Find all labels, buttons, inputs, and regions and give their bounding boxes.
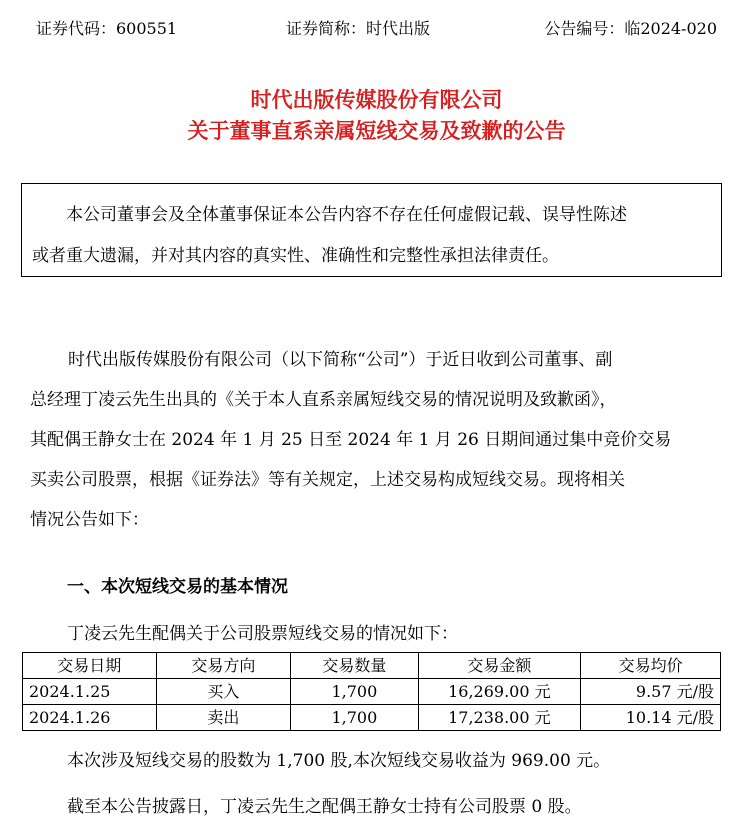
cell-trade-date: 2024.1.26 [23, 705, 157, 731]
header-line [36, 18, 717, 40]
company-title: 时代出版传媒股份有限公司 [250, 88, 503, 112]
body-line-4: 买卖公司股票，根据《证券法》等有关规定，上述交易构成短线交易。现将相关 [30, 470, 625, 490]
table-intro: 丁凌云先生配偶关于公司股票短线交易的情况如下： [67, 624, 458, 644]
stock-code: 证券代码：600551 [36, 19, 178, 38]
header-average-price: 交易均价 [581, 653, 721, 679]
board-statement-box [21, 183, 722, 277]
trade-table [22, 652, 721, 731]
cell-trade-quantity: 1,700 [291, 679, 418, 705]
stock-abbreviation: 证券简称：时代出版 [286, 19, 431, 38]
header-trade-quantity: 交易数量 [291, 653, 418, 679]
header-trade-direction: 交易方向 [156, 653, 291, 679]
cell-average-price: 10.14 元/股 [581, 705, 721, 731]
cell-trade-date: 2024.1.25 [23, 679, 157, 705]
statement-line-2: 或者重大遗漏，并对其内容的真实性、准确性和完整性承担法律责任。 [32, 246, 559, 266]
notice-subject-title: 关于董事直系亲属短线交易及致歉的公告 [187, 119, 566, 143]
table-header-row [23, 653, 721, 679]
table-row [23, 705, 721, 731]
trade-summary: 本次涉及短线交易的股数为 1,700 股,本次短线交易收益为 969.00 元。 [67, 751, 611, 771]
cell-average-price: 9.57 元/股 [581, 679, 721, 705]
cell-trade-direction: 卖出 [156, 705, 291, 731]
cell-trade-direction: 买入 [156, 679, 291, 705]
body-line-1: 时代出版传媒股份有限公司（以下简称“公司”）于近日收到公司董事、副 [68, 350, 613, 370]
body-line-5: 情况公告如下： [30, 510, 149, 530]
cell-trade-amount: 16,269.00 元 [418, 679, 581, 705]
cell-trade-quantity: 1,700 [291, 705, 418, 731]
statement-line-1: 本公司董事会及全体董事保证本公告内容不存在任何虚假记载、误导性陈述 [66, 205, 627, 225]
header-trade-amount: 交易金额 [418, 653, 581, 679]
table-row [23, 679, 721, 705]
body-line-2: 总经理丁凌云先生出具的《关于本人直系亲属短线交易的情况说明及致歉函》， [30, 390, 617, 410]
section-heading: 一、本次短线交易的基本情况 [67, 577, 288, 597]
cell-trade-amount: 17,238.00 元 [418, 705, 581, 731]
holding-statement: 截至本公告披露日，丁凌云先生之配偶王静女士持有公司股票 0 股。 [67, 797, 582, 817]
body-line-3: 其配偶王静女士在 2024 年 1 月 25 日至 2024 年 1 月 26 日期间通过集中竞价交易 [30, 430, 672, 450]
header-trade-date: 交易日期 [23, 653, 157, 679]
notice-number: 公告编号：临2024-020 [544, 19, 717, 38]
